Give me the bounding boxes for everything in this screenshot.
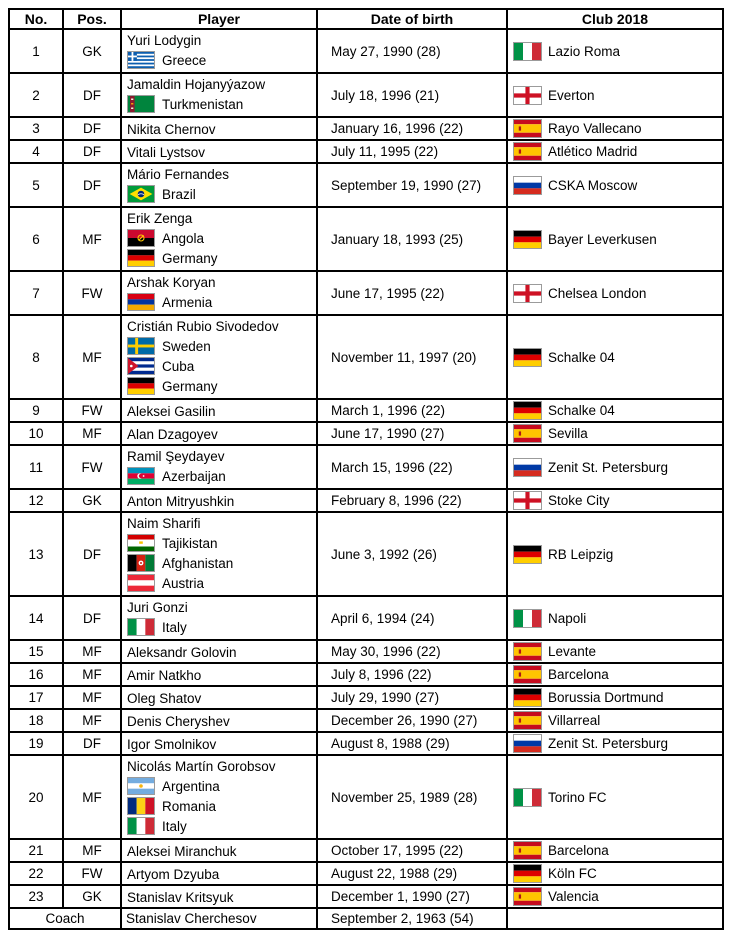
flag-italy-icon xyxy=(513,42,542,61)
player-position: DF xyxy=(63,596,121,640)
flag-germany-icon xyxy=(513,348,542,367)
club-cell xyxy=(507,207,723,271)
nationality-line xyxy=(127,51,314,69)
flag-azerbaijan-icon xyxy=(127,467,155,485)
flag-germany-icon xyxy=(513,401,542,420)
club-line xyxy=(510,86,720,105)
coach-dob: September 2, 1963 (54) xyxy=(317,908,507,929)
player-name: Denis Cheryshev xyxy=(127,713,230,729)
player-number: 10 xyxy=(9,422,63,445)
club-line xyxy=(510,42,720,61)
player-row xyxy=(9,271,723,315)
flag-armenia-icon xyxy=(127,293,155,311)
player-number: 15 xyxy=(9,640,63,663)
player-cell xyxy=(121,512,317,596)
player-cell xyxy=(121,663,317,686)
player-cell xyxy=(121,596,317,640)
player-dob: June 17, 1995 (22) xyxy=(317,271,507,315)
player-cell xyxy=(121,163,317,207)
flag-spain-icon xyxy=(513,424,542,443)
club-name: Schalke 04 xyxy=(548,403,615,418)
coach-name: Stanislav Cherchesov xyxy=(121,908,317,929)
club-name: Zenit St. Petersburg xyxy=(548,459,669,475)
player-dob: February 8, 1996 (22) xyxy=(317,489,507,512)
player-row xyxy=(9,207,723,271)
player-row xyxy=(9,596,723,640)
flag-austria-icon xyxy=(127,574,155,592)
player-number: 9 xyxy=(9,399,63,422)
player-row xyxy=(9,29,723,73)
flag-italy-icon xyxy=(127,618,155,636)
player-cell xyxy=(121,271,317,315)
player-name: Cristián Rubio Sivodedov xyxy=(127,319,279,334)
player-number: 22 xyxy=(9,862,63,885)
club-cell xyxy=(507,839,723,862)
player-row xyxy=(9,399,723,422)
club-line xyxy=(510,348,720,367)
player-position: GK xyxy=(63,489,121,512)
club-name: Barcelona xyxy=(548,843,609,858)
player-number: 3 xyxy=(9,117,63,140)
player-row xyxy=(9,489,723,512)
flag-germany-icon xyxy=(513,864,542,883)
nationality-line xyxy=(127,337,314,355)
player-position: GK xyxy=(63,29,121,73)
player-dob: June 17, 1990 (27) xyxy=(317,422,507,445)
player-dob: July 18, 1996 (21) xyxy=(317,73,507,117)
club-line xyxy=(510,458,720,477)
player-position: FW xyxy=(63,399,121,422)
club-cell xyxy=(507,640,723,663)
col-header-no: No. xyxy=(9,9,63,29)
player-row xyxy=(9,686,723,709)
player-name: Yuri Lodygin xyxy=(127,33,202,48)
player-dob: March 1, 1996 (22) xyxy=(317,399,507,422)
player-cell xyxy=(121,399,317,422)
nationality-label: Germany xyxy=(162,378,218,394)
club-cell xyxy=(507,512,723,596)
player-name: Ramil Şeydayev xyxy=(127,449,225,464)
club-cell xyxy=(507,709,723,732)
nationality-label: Brazil xyxy=(162,186,196,202)
player-position: DF xyxy=(63,73,121,117)
player-position: FW xyxy=(63,862,121,885)
club-name: Napoli xyxy=(548,610,587,626)
club-name: Barcelona xyxy=(548,667,609,682)
nationality-line xyxy=(127,467,314,485)
club-name: Stoke City xyxy=(548,493,610,508)
club-cell xyxy=(507,117,723,140)
club-name: Rayo Vallecano xyxy=(548,121,642,136)
player-position: GK xyxy=(63,885,121,908)
club-name: Levante xyxy=(548,644,597,659)
club-line xyxy=(510,688,720,707)
nationality-label: Cuba xyxy=(162,358,195,374)
nationality-line xyxy=(127,377,314,395)
club-line xyxy=(510,230,720,249)
player-row xyxy=(9,640,723,663)
club-name: Köln FC xyxy=(548,866,597,881)
player-name: Igor Smolnikov xyxy=(127,736,217,752)
flag-germany-icon xyxy=(127,377,155,395)
club-name: Chelsea London xyxy=(548,285,647,301)
player-cell xyxy=(121,489,317,512)
player-position: FW xyxy=(63,271,121,315)
player-position: DF xyxy=(63,140,121,163)
club-name: Lazio Roma xyxy=(548,43,621,59)
club-line xyxy=(510,401,720,420)
player-position: MF xyxy=(63,709,121,732)
player-cell xyxy=(121,755,317,839)
club-name: Borussia Dortmund xyxy=(548,690,664,705)
player-position: DF xyxy=(63,163,121,207)
player-dob: December 26, 1990 (27) xyxy=(317,709,507,732)
nationality-line xyxy=(127,534,314,552)
club-line xyxy=(510,424,720,443)
club-name: Valencia xyxy=(548,889,599,904)
club-name: Villarreal xyxy=(548,713,601,728)
flag-russia-icon xyxy=(513,734,542,753)
club-cell xyxy=(507,885,723,908)
player-number: 5 xyxy=(9,163,63,207)
club-name: Schalke 04 xyxy=(548,349,615,365)
player-dob: October 17, 1995 (22) xyxy=(317,839,507,862)
nationality-label: Italy xyxy=(162,619,187,635)
player-cell xyxy=(121,686,317,709)
player-position: MF xyxy=(63,686,121,709)
player-number: 23 xyxy=(9,885,63,908)
club-name: Torino FC xyxy=(548,789,607,805)
player-dob: May 30, 1996 (22) xyxy=(317,640,507,663)
nationality-label: Germany xyxy=(162,250,218,266)
club-cell xyxy=(507,422,723,445)
player-name: Nikita Chernov xyxy=(127,121,216,137)
club-line xyxy=(510,841,720,860)
club-cell xyxy=(507,596,723,640)
player-name: Alan Dzagoyev xyxy=(127,426,218,442)
flag-spain-icon xyxy=(513,665,542,684)
nationality-label: Italy xyxy=(162,818,187,834)
nationality-label: Argentina xyxy=(162,778,220,794)
flag-spain-icon xyxy=(513,119,542,138)
coach-label: Coach xyxy=(9,908,121,929)
player-row xyxy=(9,512,723,596)
player-row xyxy=(9,163,723,207)
club-line xyxy=(510,142,720,161)
nationality-label: Angola xyxy=(162,230,205,246)
flag-turkmenistan-icon xyxy=(127,95,155,113)
club-name: Sevilla xyxy=(548,426,588,441)
player-number: 12 xyxy=(9,489,63,512)
player-dob: September 19, 1990 (27) xyxy=(317,163,507,207)
club-line xyxy=(510,887,720,906)
club-cell xyxy=(507,315,723,399)
nationality-line xyxy=(127,95,314,113)
player-name: Artyom Dzyuba xyxy=(127,866,220,882)
player-number: 18 xyxy=(9,709,63,732)
nationality-line xyxy=(127,185,314,203)
player-dob: November 11, 1997 (20) xyxy=(317,315,507,399)
nationality-label: Sweden xyxy=(162,338,211,354)
player-position: MF xyxy=(63,839,121,862)
flag-spain-icon xyxy=(513,887,542,906)
player-row xyxy=(9,755,723,839)
flag-spain-icon xyxy=(513,142,542,161)
player-dob: March 15, 1996 (22) xyxy=(317,445,507,489)
nationality-line xyxy=(127,618,314,636)
club-cell xyxy=(507,29,723,73)
club-line xyxy=(510,609,720,628)
flag-spain-icon xyxy=(513,841,542,860)
player-dob: July 11, 1995 (22) xyxy=(317,140,507,163)
nationality-label: Afghanistan xyxy=(162,555,234,571)
player-number: 14 xyxy=(9,596,63,640)
flag-cuba-icon xyxy=(127,357,155,375)
nationality-label: Austria xyxy=(162,575,205,591)
player-position: FW xyxy=(63,445,121,489)
club-cell xyxy=(507,399,723,422)
player-cell xyxy=(121,140,317,163)
player-number: 19 xyxy=(9,732,63,755)
player-position: MF xyxy=(63,315,121,399)
club-line xyxy=(510,788,720,807)
player-number: 4 xyxy=(9,140,63,163)
club-cell xyxy=(507,862,723,885)
player-dob: July 8, 1996 (22) xyxy=(317,663,507,686)
player-number: 2 xyxy=(9,73,63,117)
player-cell xyxy=(121,732,317,755)
club-line xyxy=(510,864,720,883)
flag-tajikistan-icon xyxy=(127,534,155,552)
flag-russia-icon xyxy=(513,176,542,195)
player-name: Aleksei Gasilin xyxy=(127,403,216,419)
club-cell xyxy=(507,73,723,117)
player-cell xyxy=(121,207,317,271)
flag-england-icon xyxy=(513,284,542,303)
player-number: 21 xyxy=(9,839,63,862)
nationality-line xyxy=(127,293,314,311)
player-number: 8 xyxy=(9,315,63,399)
club-cell xyxy=(507,445,723,489)
player-row xyxy=(9,140,723,163)
player-dob: January 18, 1993 (25) xyxy=(317,207,507,271)
player-name: Erik Zenga xyxy=(127,211,193,226)
club-cell xyxy=(507,163,723,207)
player-row xyxy=(9,117,723,140)
club-name: Everton xyxy=(548,87,595,103)
club-name: Atlético Madrid xyxy=(548,144,638,159)
player-row xyxy=(9,315,723,399)
player-position: DF xyxy=(63,732,121,755)
nationality-label: Turkmenistan xyxy=(162,96,244,112)
player-dob: June 3, 1992 (26) xyxy=(317,512,507,596)
player-number: 7 xyxy=(9,271,63,315)
player-row xyxy=(9,73,723,117)
player-name: Aleksandr Golovin xyxy=(127,644,237,660)
player-row xyxy=(9,422,723,445)
flag-argentina-icon xyxy=(127,777,155,795)
club-cell xyxy=(507,271,723,315)
player-row xyxy=(9,709,723,732)
player-dob: December 1, 1990 (27) xyxy=(317,885,507,908)
player-dob: May 27, 1990 (28) xyxy=(317,29,507,73)
player-position: DF xyxy=(63,117,121,140)
player-position: DF xyxy=(63,512,121,596)
player-name: Mário Fernandes xyxy=(127,167,230,182)
nationality-line xyxy=(127,817,314,835)
player-cell xyxy=(121,117,317,140)
player-cell xyxy=(121,29,317,73)
flag-spain-icon xyxy=(513,642,542,661)
player-row xyxy=(9,663,723,686)
player-dob: August 22, 1988 (29) xyxy=(317,862,507,885)
coach-club-empty xyxy=(507,908,723,929)
player-number: 20 xyxy=(9,755,63,839)
player-name: Arshak Koryan xyxy=(127,275,216,290)
player-name: Jamaldin Hojanyýazow xyxy=(127,77,266,92)
player-number: 17 xyxy=(9,686,63,709)
player-name: Anton Mitryushkin xyxy=(127,493,235,509)
flag-spain-icon xyxy=(513,711,542,730)
player-row xyxy=(9,885,723,908)
nationality-line xyxy=(127,229,314,247)
player-name: Stanislav Kritsyuk xyxy=(127,889,234,905)
flag-italy-icon xyxy=(513,609,542,628)
club-line xyxy=(510,734,720,753)
nationality-label: Romania xyxy=(162,798,217,814)
club-line xyxy=(510,711,720,730)
header-row xyxy=(9,9,723,29)
player-cell xyxy=(121,839,317,862)
club-name: Zenit St. Petersburg xyxy=(548,736,669,751)
player-cell xyxy=(121,315,317,399)
nationality-label: Greece xyxy=(162,52,207,68)
club-line xyxy=(510,642,720,661)
player-number: 11 xyxy=(9,445,63,489)
player-number: 16 xyxy=(9,663,63,686)
club-cell xyxy=(507,663,723,686)
flag-angola-icon xyxy=(127,229,155,247)
club-line xyxy=(510,665,720,684)
nationality-label: Tajikistan xyxy=(162,535,218,551)
squad-body xyxy=(9,29,723,929)
club-line xyxy=(510,119,720,138)
flag-afghanistan-icon xyxy=(127,554,155,572)
player-number: 13 xyxy=(9,512,63,596)
player-position: MF xyxy=(63,207,121,271)
col-header-club: Club 2018 xyxy=(507,9,723,29)
player-number: 6 xyxy=(9,207,63,271)
flag-brazil-icon xyxy=(127,185,155,203)
club-name: RB Leipzig xyxy=(548,546,614,562)
club-cell xyxy=(507,489,723,512)
flag-romania-icon xyxy=(127,797,155,815)
club-name: Bayer Leverkusen xyxy=(548,231,657,247)
player-dob: April 6, 1994 (24) xyxy=(317,596,507,640)
player-position: MF xyxy=(63,755,121,839)
player-number: 1 xyxy=(9,29,63,73)
flag-germany-icon xyxy=(513,230,542,249)
nationality-label: Azerbaijan xyxy=(162,468,226,484)
club-cell xyxy=(507,140,723,163)
player-name: Juri Gonzi xyxy=(127,600,188,615)
flag-italy-icon xyxy=(127,817,155,835)
nationality-line xyxy=(127,357,314,375)
player-name: Amir Natkho xyxy=(127,667,202,683)
nationality-line xyxy=(127,574,314,592)
club-line xyxy=(510,491,720,510)
flag-italy-icon xyxy=(513,788,542,807)
player-cell xyxy=(121,422,317,445)
flag-england-icon xyxy=(513,86,542,105)
club-line xyxy=(510,545,720,564)
col-header-pos: Pos. xyxy=(63,9,121,29)
player-row xyxy=(9,862,723,885)
nationality-line xyxy=(127,777,314,795)
player-position: MF xyxy=(63,422,121,445)
club-cell xyxy=(507,686,723,709)
player-name: Nicolás Martín Gorobsov xyxy=(127,759,276,774)
player-position: MF xyxy=(63,663,121,686)
player-cell xyxy=(121,885,317,908)
club-line xyxy=(510,284,720,303)
coach-row xyxy=(9,908,723,929)
player-dob: November 25, 1989 (28) xyxy=(317,755,507,839)
flag-germany-icon xyxy=(513,545,542,564)
col-header-dob: Date of birth xyxy=(317,9,507,29)
player-row xyxy=(9,732,723,755)
flag-russia-icon xyxy=(513,458,542,477)
player-name: Naim Sharifi xyxy=(127,516,201,531)
flag-greece-icon xyxy=(127,51,155,69)
player-cell xyxy=(121,709,317,732)
player-cell xyxy=(121,640,317,663)
player-cell xyxy=(121,445,317,489)
player-row xyxy=(9,839,723,862)
player-position: MF xyxy=(63,640,121,663)
flag-sweden-icon xyxy=(127,337,155,355)
player-name: Vitali Lystsov xyxy=(127,144,206,160)
flag-england-icon xyxy=(513,491,542,510)
flag-germany-icon xyxy=(127,249,155,267)
player-name: Aleksei Miranchuk xyxy=(127,843,237,859)
nationality-line xyxy=(127,249,314,267)
flag-germany-icon xyxy=(513,688,542,707)
col-header-player: Player xyxy=(121,9,317,29)
club-cell xyxy=(507,732,723,755)
nationality-line xyxy=(127,797,314,815)
player-dob: August 8, 1988 (29) xyxy=(317,732,507,755)
nationality-line xyxy=(127,554,314,572)
player-cell xyxy=(121,73,317,117)
squad-table xyxy=(8,8,724,930)
club-cell xyxy=(507,755,723,839)
player-name: Oleg Shatov xyxy=(127,690,202,706)
nationality-label: Armenia xyxy=(162,294,213,310)
club-line xyxy=(510,176,720,195)
player-dob: January 16, 1996 (22) xyxy=(317,117,507,140)
player-cell xyxy=(121,862,317,885)
player-dob: July 29, 1990 (27) xyxy=(317,686,507,709)
player-row xyxy=(9,445,723,489)
club-name: CSKA Moscow xyxy=(548,177,638,193)
